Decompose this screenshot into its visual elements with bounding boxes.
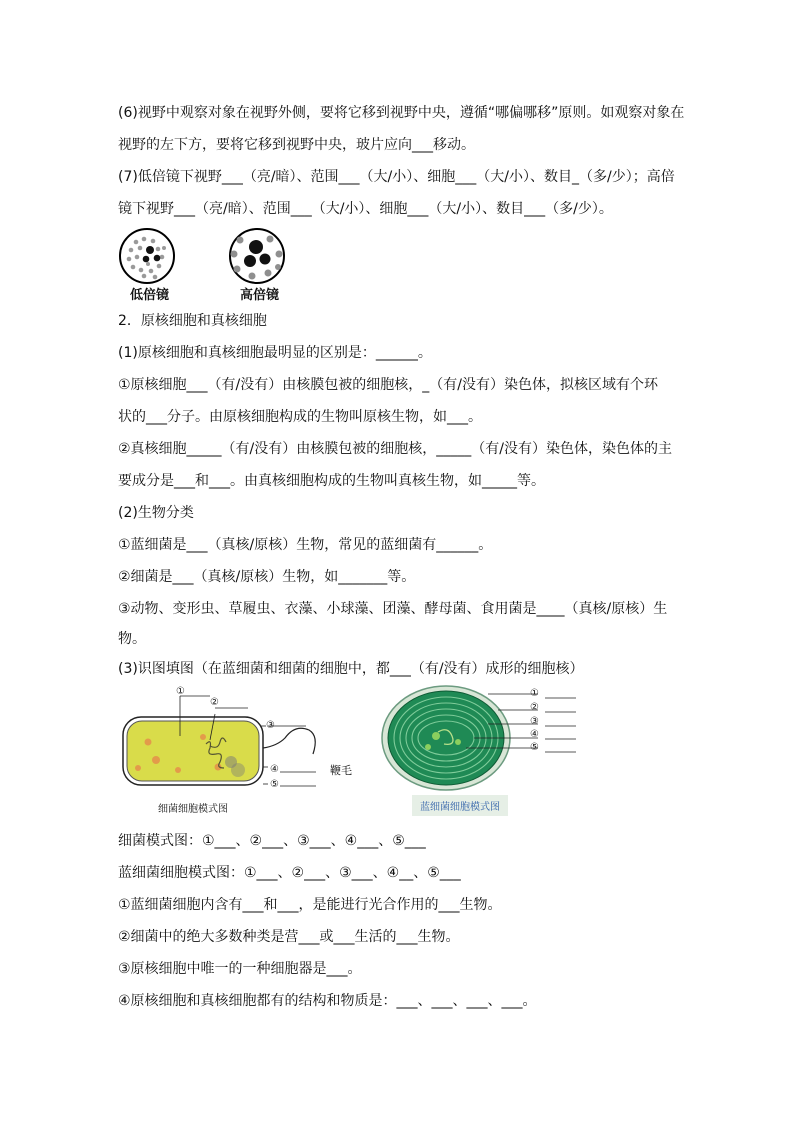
- text-line: 细菌模式图：①___、②___、③___、④___、⑤___: [118, 833, 426, 849]
- text-line: (7)低倍镜下视野___（亮/暗）、范围___（大/小）、细胞___（大/小）、数目_（多/少）；高倍: [118, 169, 675, 185]
- text-line: ①原核细胞___（有/没有）由核膜包被的细胞核，_（有/没有）染色体，拟核区域有个环: [118, 377, 658, 393]
- text-line: 视野的左下方，要将它移到视野中央，玻片应向___移动。: [118, 137, 475, 153]
- text-line: ②细菌是___（真核/原核）生物，如_______等。: [118, 569, 416, 585]
- marker: ③: [530, 716, 539, 727]
- bacteria-diagram: [118, 684, 368, 799]
- text-line: 物。: [118, 631, 146, 647]
- text-line: ③原核细胞中唯一的一种细胞器是___。: [118, 961, 362, 977]
- text-line: ④原核细胞和真核细胞都有的结构和物质是：___、___、___、___。: [118, 993, 537, 1009]
- marker: ①: [176, 686, 185, 697]
- text-line: ③动物、变形虫、草履虫、衣藻、小球藻、团藻、酵母菌、食用菌是____（真核/原核）生: [118, 601, 668, 617]
- section-heading: 2．原核细胞和真核细胞: [118, 313, 267, 329]
- marker: ③: [266, 720, 275, 731]
- text-line: 镜下视野___（亮/暗）、范围___（大/小）、细胞___（大/小）、数目___（多/少）。: [118, 201, 613, 217]
- cyanobacteria-caption: 蓝细菌细胞模式图: [412, 795, 508, 816]
- marker: ④: [530, 729, 539, 740]
- text-line: 要成分是___和___。由真核细胞构成的生物叫真核生物，如_____等。: [118, 473, 545, 489]
- high-power-label: 高倍镜: [240, 288, 280, 303]
- marker: ①: [530, 688, 539, 699]
- text-line: ②真核细胞_____（有/没有）由核膜包被的细胞核，_____（有/没有）染色体，染色体的主: [118, 441, 672, 457]
- text-line: (3)识图填图（在蓝细菌和细菌的细胞中，都___（有/没有）成形的细胞核）: [118, 661, 584, 677]
- text-line: 状的___分子。由原核细胞构成的生物叫原核生物，如___。: [118, 409, 482, 425]
- marker: ②: [530, 702, 539, 713]
- text-line: ①蓝细菌是___（真核/原核）生物，常见的蓝细菌有______。: [118, 537, 493, 553]
- text-line: (1)原核细胞和真核细胞最明显的区别是：______。: [118, 345, 432, 361]
- text-line: 蓝细菌细胞模式图：①___、②___、③___、④__、⑤___: [118, 865, 461, 881]
- marker: ⑤: [530, 742, 539, 753]
- low-power-label: 低倍镜: [130, 288, 170, 303]
- low-power-view: [120, 229, 174, 283]
- bacteria-caption: 细菌细胞模式图: [158, 804, 228, 815]
- marker: ②: [210, 697, 219, 708]
- text-line: (2)生物分类: [118, 505, 194, 521]
- marker: ⑤: [270, 779, 279, 790]
- text-line: ②细菌中的绝大多数种类是营___或___生活的___生物。: [118, 929, 460, 945]
- cyanobacteria-diagram: [378, 682, 588, 802]
- marker: ④: [270, 764, 279, 775]
- text-line: ①蓝细菌细胞内含有___和___，是能进行光合作用的___生物。: [118, 897, 502, 913]
- microscope-figure: [118, 226, 298, 288]
- high-power-view: [230, 229, 284, 283]
- text-line: (6)视野中观察对象在视野外侧，要将它移到视野中央，遵循“哪偏哪移”原则。如观察对象在: [118, 105, 685, 121]
- flagellum-label: 鞭毛: [330, 764, 352, 777]
